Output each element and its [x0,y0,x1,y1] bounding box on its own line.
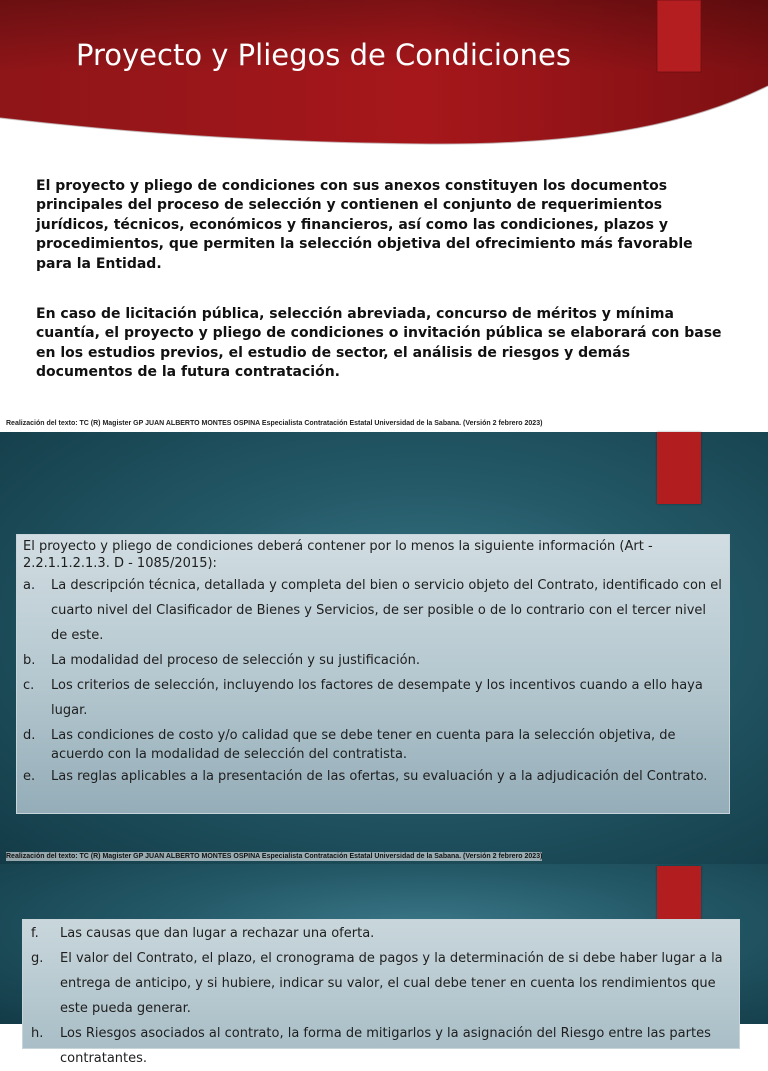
list-item-label: h. [31,1026,44,1041]
list-item-text: Los Riesgos asociados al contrato, la forma de mitigarlos y la asignación del Riesgo entre las partes contratantes. [60,1026,711,1066]
list-item [23,648,723,673]
list-item [31,1021,731,1071]
body-paragraph: En caso de licitación pública, selección abreviada, concurso de méritos y mínima cuantía, el proyecto y pliego de condiciones o invitación pública se elaborará con base en los estudios previos, el estudio de sector, el análisis de riesgos y demás documentos de la futura contratación. [36,306,722,381]
requirements-box-continued [22,919,740,1066]
requirements-intro: El proyecto y pliego de condiciones deberá contener por lo menos la siguiente información (Art - 2.2.1.1.2.1.3. D - 1085/2015): [23,539,653,571]
slide-footer-credit: Realización del texto: TC (R) Magister GP JUAN ALBERTO MONTES OSPINA Especialista Contratación Estatal Universidad de la Sabana. (Versión 2 febrero 2023) [6,853,543,860]
list-item-text: Los criterios de selección, incluyendo los factores de desempate y los incentivos cuando a ello haya lugar. [51,678,703,718]
list-item-label: d. [23,728,36,743]
requirements-box [16,534,730,814]
list-item-text: La modalidad del proceso de selección y su justificación. [51,653,420,668]
list-item-text: La descripción técnica, detallada y completa del bien o servicio objeto del Contrato, identificado con el cuarto nivel del Clasificador de Bienes y Servicios, de ser posible o de lo contrario con el tercer nivel de este. [51,578,722,643]
body-paragraph: El proyecto y pliego de condiciones con sus anexos constituyen los documentos principales del proceso de selección y contienen el conjunto de requerimientos jurídicos, técnicos, económicos y financieros, así como las condiciones, plazos y procedimientos, que permiten la selección objetiva del ofrecimiento más favorable para la Entidad. [36,178,693,272]
list-item-label: g. [31,951,44,966]
list-item-text: Las condiciones de costo y/o calidad que se debe tener en cuenta para la selección objetiva, de acuerdo con la modalidad de selección del contratista. [51,728,676,762]
list-item [23,673,723,723]
accent-tab [657,432,701,504]
list-item-text: Las causas que dan lugar a rechazar una oferta. [60,926,375,941]
list-item [31,946,731,1021]
slide-body [36,177,726,414]
list-item [23,767,723,786]
list-item-label: a. [23,578,36,593]
list-item-label: e. [23,769,36,784]
list-item-text: El valor del Contrato, el plazo, el cronograma de pagos y la determinación de si debe haber lugar a la entrega de anticipo, y si hubiere, indicar su valor, el cual debe tener en cuenta los rendimientos que este pueda generar. [60,951,723,1016]
list-item-label: b. [23,653,36,668]
slide-1 [0,0,768,432]
slide-footer-credit: Realización del texto: TC (R) Magister GP JUAN ALBERTO MONTES OSPINA Especialista Contratación Estatal Universidad de la Sabana. (Versión 2 febrero 2023) [6,420,543,427]
list-item [23,726,723,764]
slide-title: Proyecto y Pliegos de Condiciones [76,38,571,72]
list-item [31,922,731,946]
slide-2 [0,432,768,864]
list-item [23,573,723,648]
slide-3 [0,864,768,1066]
list-item-label: f. [31,926,39,941]
list-item-label: c. [23,678,35,693]
list-item-text: Las reglas aplicables a la presentación de las ofertas, su evaluación y a la adjudicación del Contrato. [51,769,708,784]
